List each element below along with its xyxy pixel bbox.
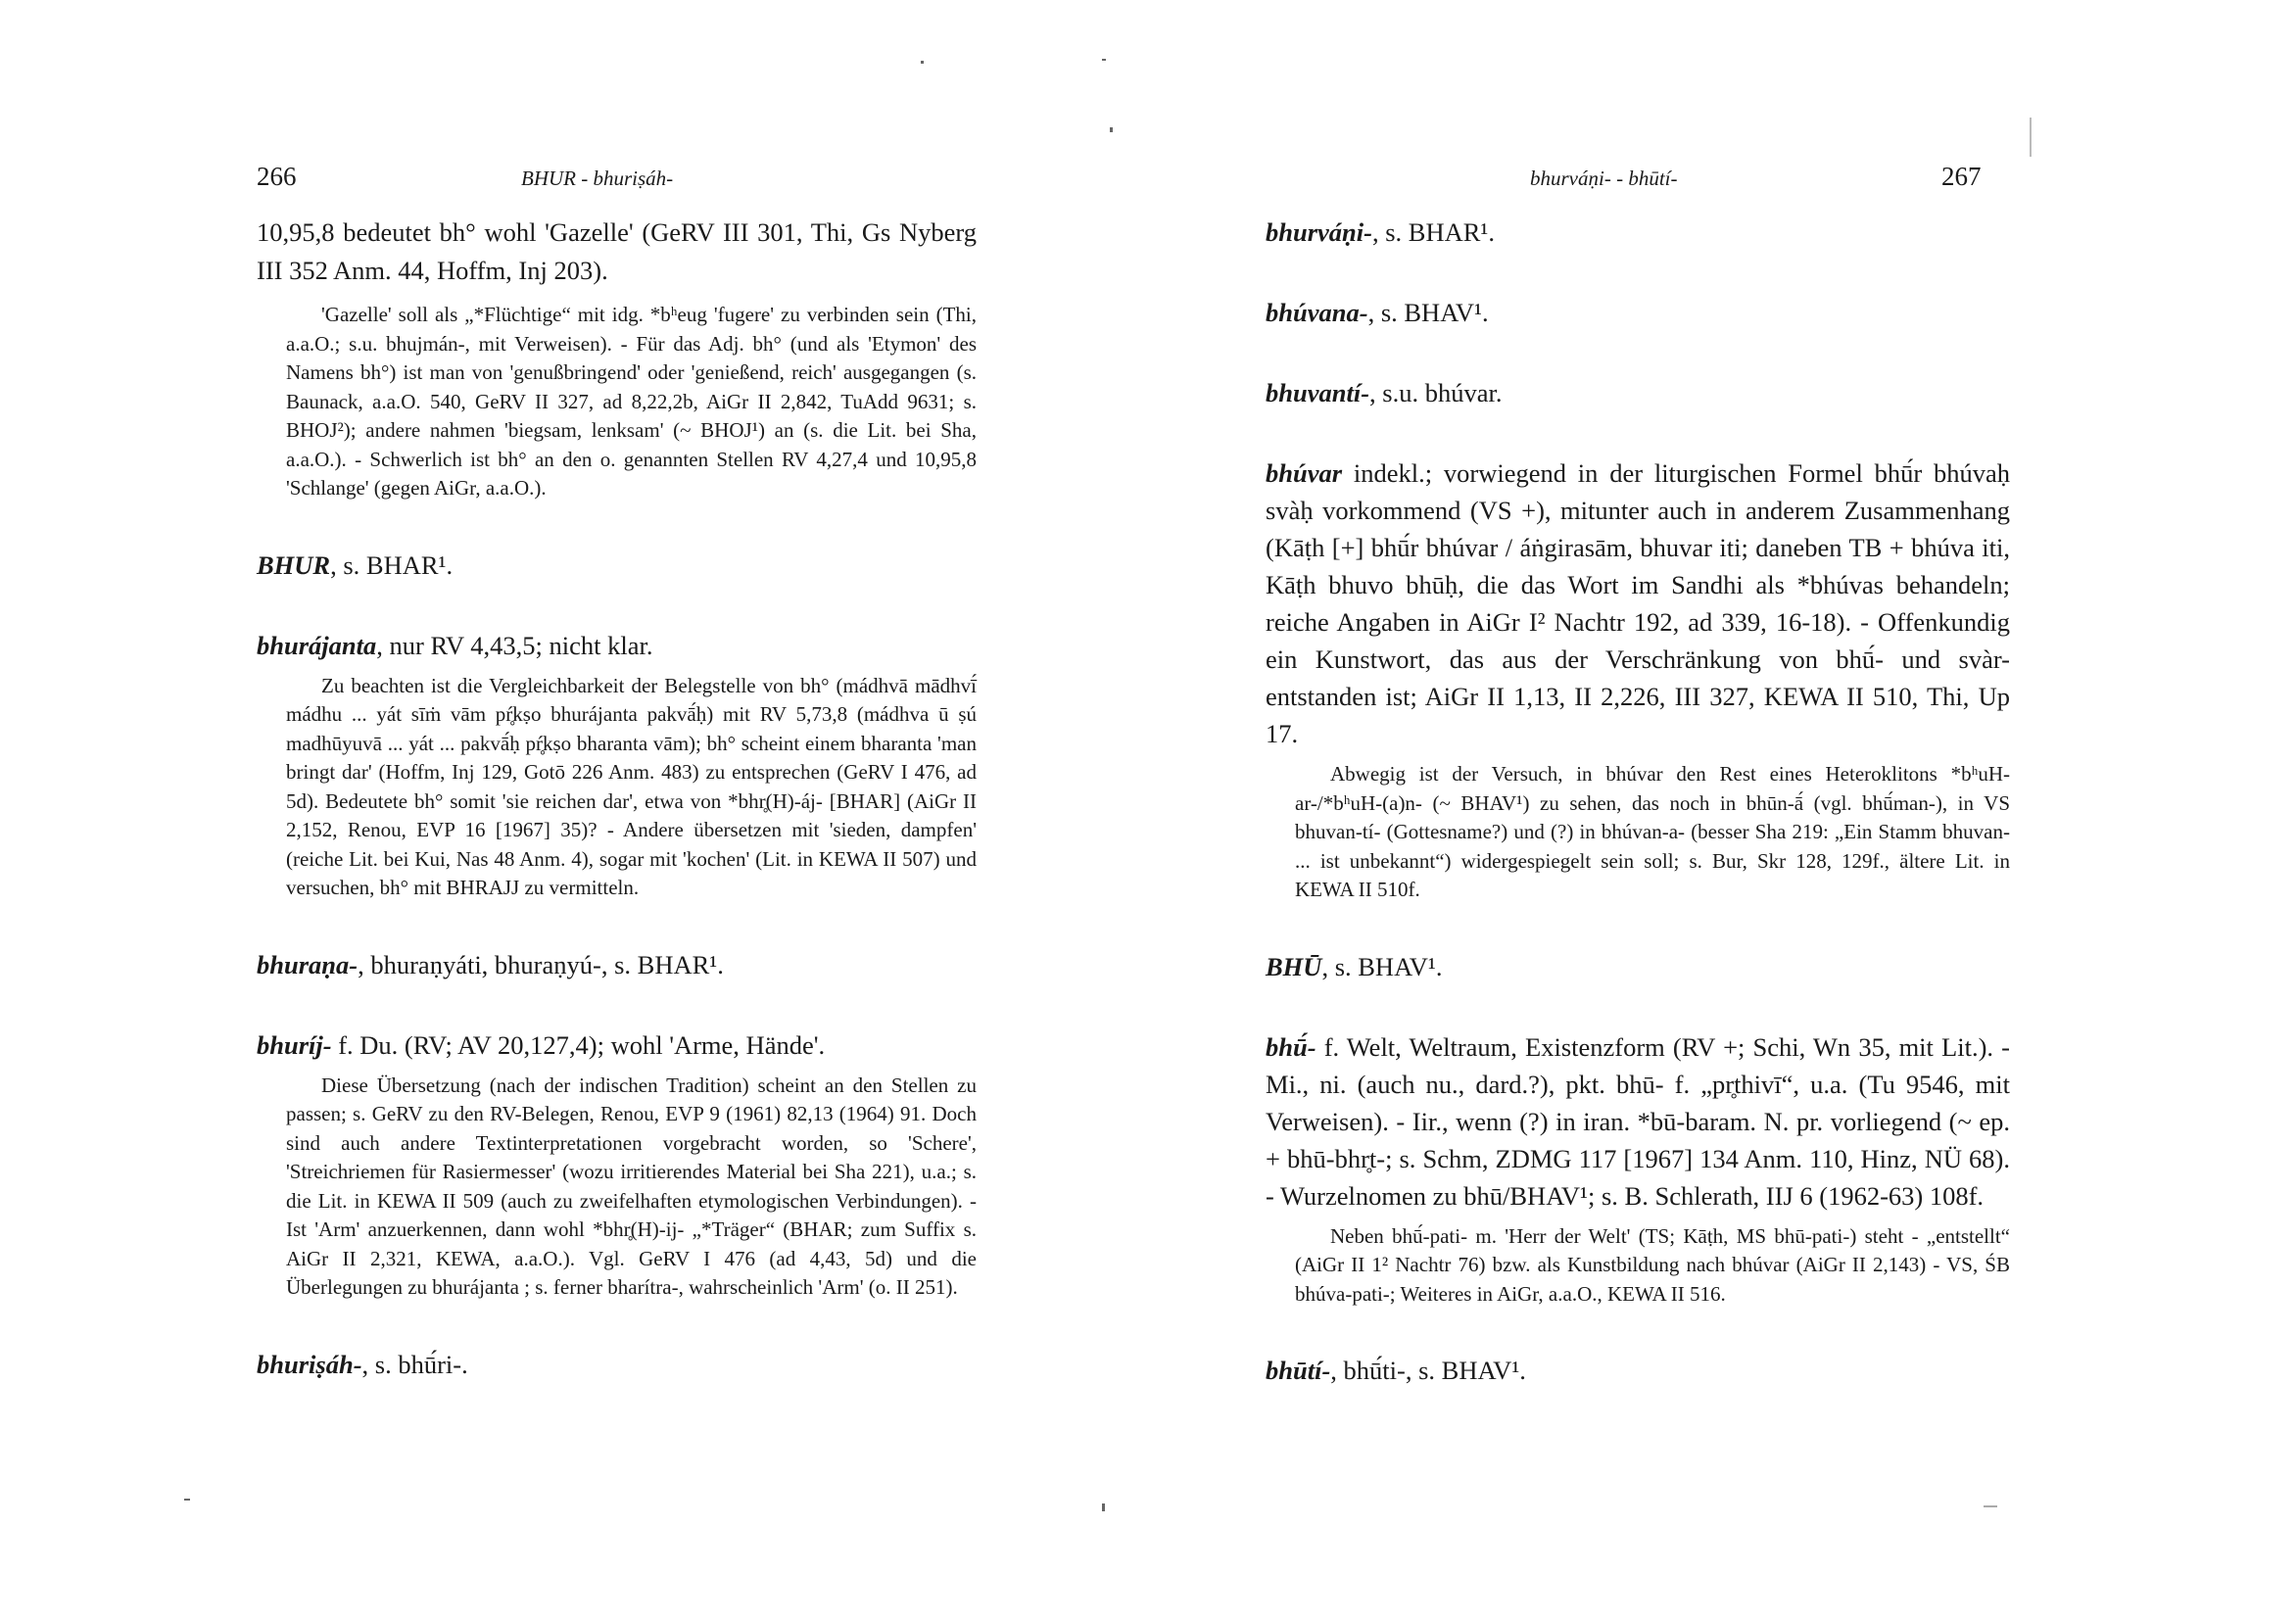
page-number: 266 xyxy=(257,162,297,191)
entry-text: , s. bhū́ri-. xyxy=(361,1349,468,1379)
entry-bhurvani xyxy=(1266,214,2010,251)
entry-bhu-root xyxy=(1266,948,2010,985)
entry-bhuvana xyxy=(1266,294,2010,331)
entry-text: f. Du. (RV; AV 20,127,4); wohl 'Arme, Hände'. xyxy=(331,1029,826,1060)
left-column xyxy=(257,214,977,1426)
entry-text: , nur RV 4,43,5; nicht klar. xyxy=(376,630,653,660)
entry-text: , bhū́ti-, s. BHAV¹. xyxy=(1330,1356,1526,1385)
entry-text: , s.u. bhúvar. xyxy=(1369,378,1503,407)
headword: BHUR xyxy=(257,549,331,580)
page-number: 267 xyxy=(1941,162,1982,191)
right-column xyxy=(1266,214,2010,1432)
headword: bhuríj- xyxy=(257,1029,332,1060)
entry-bhuti xyxy=(1266,1352,2010,1389)
continuation-note: 'Gazelle' soll als „*Flüchtige“ mit idg. *bʰeug 'fugere' zu verbinden sein (Thi, a.a.O.; s.u. bhujmán-, mit Verweisen). - Für das Adj. bh° (und als 'Etymon' des Namens bh°) ist man von 'genußbringend' oder 'genießend, reich' ausgegangen (s. Baunack, a.a.O. 540, GeRV II 327, ad 8,22,2b, AiGr II 2,842, TuAdd 9631; s. BHOJ²); andere nahmen 'biegsam, lenksam' (~ BHOJ¹) an (s. die Lit. bei Sha, a.a.O.). - Schwerlich ist bh° an den o. genannten Stellen RV 4,27,4 und 10,95,8 'Schlange' (gegen AiGr, a.a.O.). xyxy=(286,303,977,500)
entry-note: Zu beachten ist die Vergleichbarkeit der Belegstelle von bh° (mádhvā mādhvī́ mádhu ... yát sīṁ vām pŕ̥kṣo bhurájanta pakvā́ḥ) mit RV 5,73,8 (mádhva ū ṣú madhūyuvā ... yát ... pakvā́ḥ pŕ̥kṣo bharanta vām); bh° scheint einem bharanta 'man bringt dar' (Hoffm, Inj 129, Gotō 226 Anm. 483) zu entsprechen (GeRV I 476, ad 5d). Bedeutete bh° somit 'sie reichen dar', etwa von *bhr̥(H)-áj- [BHAR] (AiGr II 2,152, Renou, EVP 16 [1967] 35)? - Andere übersetzen mit 'sieden, dampfen' (reiche Lit. bei Kui, Nas 48 Anm. 4), sogar mit 'kochen' (Lit. in KEWA II 507) und versuchen, bh° mit BHRAJJ zu vermitteln. xyxy=(286,673,977,899)
running-head: bhurváṇi- - bhūtí- xyxy=(1530,167,1678,190)
headword: bhuvantí- xyxy=(1266,378,1370,407)
entry-text: indekl.; vorwiegend in der liturgischen Formel bhū́r bhúvaḥ svàḥ vorkommend (VS +), mitunter auch in anderem Zusammenhang (Kāṭh [+] bhū́r bhúvar / áṅgirasām, bhuvar iti; daneben TB + bhúva iti, Kāṭh bhuvo bhūḥ, die das Wort im Sandhi als *bhúvas behandeln; reiche Angaben in AiGr I² Nachtr 192, ad 339, 16-18). - Offenkundig ein Kunstwort, das aus der Verschränkung von bhū́- und svàr- entstanden ist; AiGr II 1,13, II 2,226, III 327, KEWA II 510, Thi, Up 17. xyxy=(1266,458,2010,748)
running-head: BHUR - bhuriṣáh- xyxy=(521,167,674,190)
entry-bhurij xyxy=(257,1026,977,1303)
headword: bhūtí- xyxy=(1266,1356,1331,1385)
entry-text: f. Welt, Weltraum, Existenzform (RV +; Schi, Wn 35, mit Lit.). - Mi., ni. (auch nu., dard.?), pkt. bhū- f. „pr̥thivī“, u.a. (Tu 9546, mit Verweisen). - Iir., wenn (?) in iran. *bū-baram. N. pr. vorliegend (~ ep. + bhū-bhr̥t-; s. Schm, ZDMG 117 [1967] 134 Anm. 110, Hinz, NÜ 68). - Wurzelnomen zu bhū/BHAV¹; s. B. Schlerath, IIJ 6 (1962-63) 108f. xyxy=(1266,1031,2010,1211)
entry-text: , s. BHAR¹. xyxy=(1371,217,1495,247)
entry-text: , s. BHAR¹. xyxy=(330,549,454,580)
continuation-text: 10,95,8 bedeutet bh° wohl 'Gazelle' (GeRV III 301, Thi, Gs Nyberg III 352 Anm. 44, Hoffm, Inj 203). xyxy=(257,217,977,285)
headword: bhúvana- xyxy=(1266,298,1368,327)
entry-text: , bhuraṇyáti, bhuraṇyú-, s. BHAR¹. xyxy=(358,949,724,979)
headword: BHŪ xyxy=(1266,951,1322,981)
entry-text: , s. BHAV¹. xyxy=(1321,951,1443,981)
headword: bhuriṣáh- xyxy=(257,1349,362,1379)
entry-bhu xyxy=(1266,1028,2010,1310)
entry-note: Neben bhū́-pati- m. 'Herr der Welt' (TS; Kāṭh, MS bhū-pati-) steht - „entstellt“ (AiGr II 1² Nachtr 76) bzw. als Kunstbildung nach bhúvar (AiGr II 2,143) - VS, ŚB bhúva-pati-; Weiteres in AiGr, a.a.O., KEWA II 516. xyxy=(1295,1223,2010,1306)
entry-bhur xyxy=(257,547,977,584)
entry-note: Abwegig ist der Versuch, in bhúvar den Rest eines Heteroklitons *bʰuH-ar-/*bʰuH-(a)n- (~ BHAV¹) zu sehen, das noch in bhūn-ā́ (vgl. bhū́man-), in VS bhuvan-tí- (Gottesname?) und (?) in bhúvan-a- (besser Sha 219: „Ein Stamm bhuvan- ... ist unbekannt“) widergespiegelt sein soll; s. Bur, Skr 128, 129f., ältere Lit. in KEWA II 510f. xyxy=(1295,762,2010,901)
entry-bhurana xyxy=(257,946,977,983)
headword: bhúvar xyxy=(1266,458,1343,488)
entry-bhurajanta xyxy=(257,627,977,903)
entry-bhuvanti xyxy=(1266,374,2010,411)
entry-note: Diese Übersetzung (nach der indischen Tradition) scheint an den Stellen zu passen; s. GeRV zu den RV-Belegen, Renou, EVP 9 (1961) 82,13 (1964) 91. Doch sind auch andere Textinterpretationen vorgebracht worden, so 'Schere', 'Streichriemen für Rasiermesser' (wozu irritierendes Material bei Sha 221), u.a.; s. die Lit. in KEWA II 509 (auch zu zweifelhaften etymologischen Verbindungen). - Ist 'Arm' anzuerkennen, dann wohl *bhr̥(H)-ij- „*Träger“ (BHAR; zum Suffix s. AiGr II 2,321, KEWA, a.a.O.). Vgl. GeRV I 476 (ad 4,43, 5d) und die Überlegungen zu bhurájanta ; s. ferner bharítra-, wahrscheinlich 'Arm' (o. II 251). xyxy=(286,1073,977,1299)
entry-text: , s. BHAV¹. xyxy=(1367,298,1489,327)
right-page xyxy=(1148,0,2296,1622)
headword: bhurájanta xyxy=(257,630,377,660)
headword: bhuraṇa- xyxy=(257,949,359,979)
headword: bhū́- xyxy=(1266,1031,1316,1062)
headword: bhurváṇi- xyxy=(1266,217,1372,247)
entry-bhurisah xyxy=(257,1346,977,1383)
entry-bhuvar xyxy=(1266,454,2010,905)
